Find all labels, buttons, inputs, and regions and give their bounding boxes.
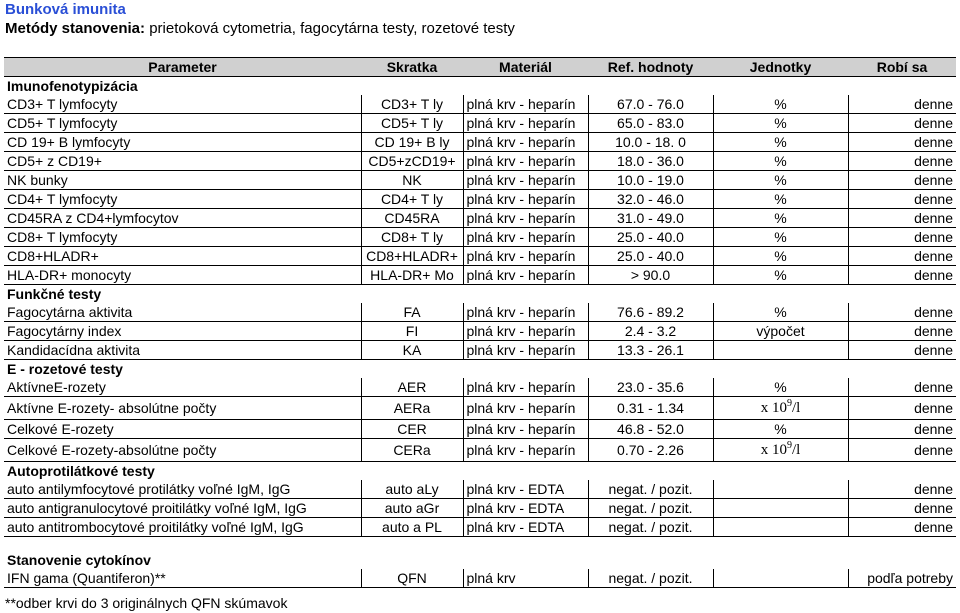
table-row — [4, 95, 956, 114]
table-row — [4, 228, 956, 247]
cell-reference: negat. / pozit. — [588, 480, 713, 499]
cell-material: plná krv - heparín — [463, 378, 588, 397]
cell-units: % — [713, 190, 848, 209]
header-units: Jednotky — [713, 58, 848, 77]
cell-abbreviation: AER — [361, 378, 463, 397]
cell-units: % — [713, 209, 848, 228]
cell-abbreviation: KA — [361, 341, 463, 360]
cell-units — [713, 569, 848, 588]
cell-parameter: auto antilymfocytové protilátky voľné IgM, IgG — [4, 480, 361, 499]
cell-units — [713, 341, 848, 360]
section-row — [4, 462, 956, 481]
table-row — [4, 247, 956, 266]
cell-parameter: CD5+ z CD19+ — [4, 152, 361, 171]
unit-exponent: 9 — [786, 440, 792, 451]
cell-material: plná krv - heparín — [463, 190, 588, 209]
cell-abbreviation: auto a PL — [361, 518, 463, 537]
section-title: Imunofenotypizácia — [7, 78, 138, 94]
section-title: Autoprotilátkové testy — [7, 463, 155, 479]
cell-units: % — [713, 171, 848, 190]
cell-reference: 32.0 - 46.0 — [588, 190, 713, 209]
cell-abbreviation: CD8+ T ly — [361, 228, 463, 247]
cell-schedule: denne — [848, 518, 956, 537]
cell-schedule: podľa potreby — [848, 569, 956, 588]
cell-material: plná krv - heparín — [463, 209, 588, 228]
unit-exponent: 9 — [786, 398, 792, 409]
cell-units: % — [713, 152, 848, 171]
cell-units: % — [713, 378, 848, 397]
cell-abbreviation: FA — [361, 303, 463, 322]
cell-parameter: CD45RA z CD4+lymfocytov — [4, 209, 361, 228]
cell-material: plná krv - heparín — [463, 228, 588, 247]
cell-units-power: x $10^9/l$ — [713, 397, 848, 420]
section-row — [4, 285, 956, 304]
header-schedule: Robí sa — [848, 58, 956, 77]
spacer-row — [4, 537, 956, 552]
cell-reference: negat. / pozit. — [588, 499, 713, 518]
cell-reference: 31.0 - 49.0 — [588, 209, 713, 228]
cell-material: plná krv - heparín — [463, 397, 588, 420]
page-title: Bunková imunita — [5, 1, 126, 18]
table-row — [4, 266, 956, 285]
cell-material: plná krv - heparín — [463, 114, 588, 133]
table-row — [4, 322, 956, 341]
cell-abbreviation: CD5+zCD19+ — [361, 152, 463, 171]
parameters-table — [4, 57, 956, 588]
cell-schedule: denne — [848, 171, 956, 190]
cell-parameter: auto antitrombocytové proitilátky voľné IgM, IgG — [4, 518, 361, 537]
cell-abbreviation: FI — [361, 322, 463, 341]
cell-units — [713, 480, 848, 499]
cell-schedule: denne — [848, 378, 956, 397]
table-row — [4, 420, 956, 439]
cell-reference: 2.4 - 3.2 — [588, 322, 713, 341]
methods-line — [5, 20, 515, 37]
cell-abbreviation: auto aLy — [361, 480, 463, 499]
cell-reference: 10.0 - 19.0 — [588, 171, 713, 190]
cell-abbreviation: AERa — [361, 397, 463, 420]
cell-parameter: CD5+ T lymfocyty — [4, 114, 361, 133]
cell-schedule: denne — [848, 228, 956, 247]
table-row — [4, 114, 956, 133]
cell-parameter: CD8+ T lymfocyty — [4, 228, 361, 247]
cell-abbreviation: CD 19+ B ly — [361, 133, 463, 152]
cell-material: plná krv - heparín — [463, 341, 588, 360]
cell-schedule: denne — [848, 190, 956, 209]
cell-units — [713, 499, 848, 518]
table-row — [4, 397, 956, 420]
section-title: Funkčné testy — [7, 286, 102, 302]
cell-schedule: denne — [848, 152, 956, 171]
cell-parameter: Aktívne E-rozety- absolútne počty — [4, 397, 361, 420]
cell-units: % — [713, 420, 848, 439]
cell-material: plná krv - heparín — [463, 420, 588, 439]
cell-material: plná krv - heparín — [463, 322, 588, 341]
cell-units — [713, 518, 848, 537]
cell-abbreviation: auto aGr — [361, 499, 463, 518]
table-row — [4, 341, 956, 360]
table-row — [4, 209, 956, 228]
cell-parameter: CD3+ T lymfocyty — [4, 95, 361, 114]
cell-schedule: denne — [848, 322, 956, 341]
cell-parameter: CD8+HLADR+ — [4, 247, 361, 266]
cell-abbreviation: CD8+HLADR+ — [361, 247, 463, 266]
cell-material: plná krv - EDTA — [463, 518, 588, 537]
cell-schedule: denne — [848, 420, 956, 439]
footnote: **odber krvi do 3 originálnych QFN skúmavok — [5, 595, 288, 611]
cell-parameter: Celkové E-rozety-absolútne počty — [4, 439, 361, 462]
cell-units: % — [713, 228, 848, 247]
cell-abbreviation: HLA-DR+ Mo — [361, 266, 463, 285]
table-row — [4, 303, 956, 322]
cell-schedule: denne — [848, 397, 956, 420]
header-abbreviation: Skratka — [361, 58, 463, 77]
cell-units-power: x $10^9/l$ — [713, 439, 848, 462]
table-row — [4, 378, 956, 397]
header-reference: Ref. hodnoty — [588, 58, 713, 77]
cell-material: plná krv - heparín — [463, 247, 588, 266]
cell-material: plná krv - heparín — [463, 266, 588, 285]
cell-reference: 67.0 - 76.0 — [588, 95, 713, 114]
cell-schedule: denne — [848, 499, 956, 518]
cell-parameter: Fagocytárny index — [4, 322, 361, 341]
cell-material: plná krv - heparín — [463, 171, 588, 190]
section-row — [4, 551, 956, 569]
cell-abbreviation: CER — [361, 420, 463, 439]
table-row — [4, 133, 956, 152]
section-title: E - rozetové testy — [7, 361, 123, 377]
cell-material: plná krv - heparín — [463, 152, 588, 171]
cell-schedule: denne — [848, 247, 956, 266]
cell-abbreviation: CD5+ T ly — [361, 114, 463, 133]
cell-reference: 23.0 - 35.6 — [588, 378, 713, 397]
cell-schedule: denne — [848, 209, 956, 228]
cell-reference: 76.6 - 89.2 — [588, 303, 713, 322]
cell-schedule: denne — [848, 439, 956, 462]
methods-label: Metódy stanovenia: — [5, 20, 146, 37]
table-row — [4, 171, 956, 190]
cell-units: % — [713, 95, 848, 114]
cell-abbreviation: CERa — [361, 439, 463, 462]
cell-abbreviation: CD4+ T ly — [361, 190, 463, 209]
cell-reference: 25.0 - 40.0 — [588, 247, 713, 266]
cell-units: % — [713, 114, 848, 133]
table-row — [4, 480, 956, 499]
cell-reference: 10.0 - 18. 0 — [588, 133, 713, 152]
header-parameter: Parameter — [4, 58, 361, 77]
cell-reference: 0.70 - 2.26 — [588, 439, 713, 462]
cell-reference: 65.0 - 83.0 — [588, 114, 713, 133]
cell-material: plná krv - heparín — [463, 439, 588, 462]
cell-abbreviation: CD3+ T ly — [361, 95, 463, 114]
cell-schedule: denne — [848, 95, 956, 114]
cell-parameter: AktívneE-rozety — [4, 378, 361, 397]
cell-schedule: denne — [848, 133, 956, 152]
cell-parameter: CD4+ T lymfocyty — [4, 190, 361, 209]
section-row — [4, 77, 956, 96]
cell-parameter: NK bunky — [4, 171, 361, 190]
cell-parameter: auto antigranulocytové proitilátky voľné IgM, IgG — [4, 499, 361, 518]
methods-text: prietoková cytometria, fagocytárna testy, rozetové testy — [145, 20, 515, 37]
header-row — [4, 58, 956, 77]
table-row — [4, 518, 956, 537]
cell-units: % — [713, 133, 848, 152]
table-row — [4, 499, 956, 518]
cell-reference: 13.3 - 26.1 — [588, 341, 713, 360]
cell-reference: > 90.0 — [588, 266, 713, 285]
table-row — [4, 190, 956, 209]
cell-parameter: Kandidacídna aktivita — [4, 341, 361, 360]
cell-abbreviation: QFN — [361, 569, 463, 588]
cell-parameter: Fagocytárna aktivita — [4, 303, 361, 322]
table-body — [4, 77, 956, 588]
cell-reference: negat. / pozit. — [588, 569, 713, 588]
cell-material: plná krv - heparín — [463, 303, 588, 322]
spacer-cell — [4, 537, 956, 552]
cell-schedule: denne — [848, 341, 956, 360]
cell-units: % — [713, 303, 848, 322]
cell-material: plná krv - EDTA — [463, 499, 588, 518]
cell-units: % — [713, 266, 848, 285]
cell-reference: 25.0 - 40.0 — [588, 228, 713, 247]
cell-units: výpočet — [713, 322, 848, 341]
cell-reference: 18.0 - 36.0 — [588, 152, 713, 171]
table-row — [4, 152, 956, 171]
cell-abbreviation: CD45RA — [361, 209, 463, 228]
cell-parameter: Celkové E-rozety — [4, 420, 361, 439]
cell-abbreviation: NK — [361, 171, 463, 190]
cell-material: plná krv — [463, 569, 588, 588]
cell-schedule: denne — [848, 480, 956, 499]
cell-units: % — [713, 247, 848, 266]
cell-material: plná krv - heparín — [463, 133, 588, 152]
cell-reference: negat. / pozit. — [588, 518, 713, 537]
cell-material: plná krv - EDTA — [463, 480, 588, 499]
cell-schedule: denne — [848, 303, 956, 322]
cell-reference: 46.8 - 52.0 — [588, 420, 713, 439]
cell-schedule: denne — [848, 266, 956, 285]
cell-parameter: CD 19+ B lymfocyty — [4, 133, 361, 152]
section-title: Stanovenie cytokínov — [7, 552, 151, 568]
section-row — [4, 360, 956, 379]
table-row — [4, 439, 956, 462]
cell-parameter: IFN gama (Quantiferon)** — [4, 569, 361, 588]
cell-material: plná krv - heparín — [463, 95, 588, 114]
table-row — [4, 569, 956, 588]
header-material: Materiál — [463, 58, 588, 77]
cell-schedule: denne — [848, 114, 956, 133]
cell-parameter: HLA-DR+ monocyty — [4, 266, 361, 285]
cell-reference: 0.31 - 1.34 — [588, 397, 713, 420]
